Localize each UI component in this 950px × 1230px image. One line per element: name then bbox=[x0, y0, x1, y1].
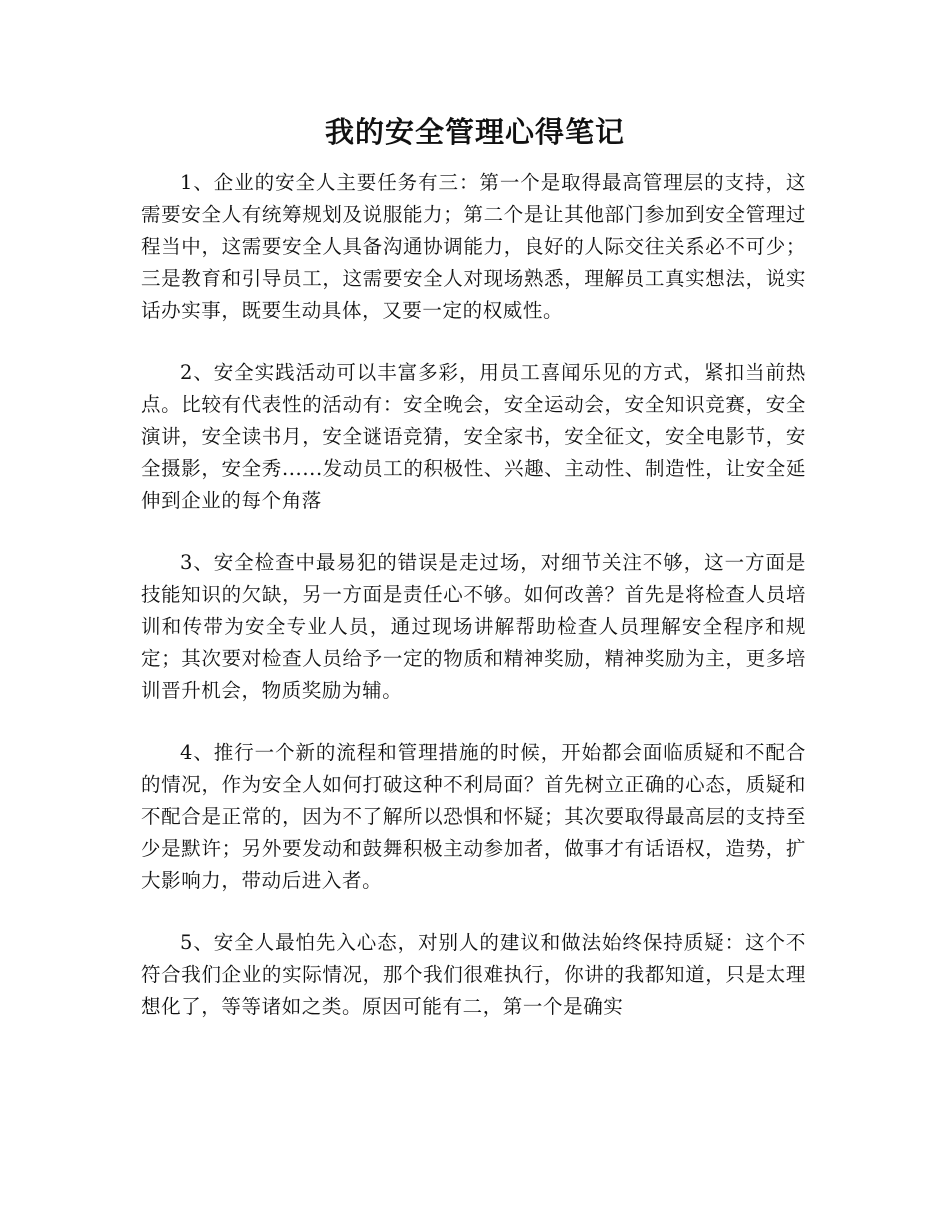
document-body bbox=[141, 167, 806, 1053]
paragraph-5: 5、安全人最怕先入心态，对别人的建议和做法始终保持质疑：这个不符合我们企业的实际情况，那个我们很难执行，你讲的我都知道，只是太理想化了，等等诸如之类。原因可能有二，第一个是确实 bbox=[141, 931, 806, 1018]
paragraph-4: 4、推行一个新的流程和管理措施的时候，开始都会面临质疑和不配合的情况，作为安全人如何打破这种不利局面？首先树立正确的心态，质疑和不配合是正常的，因为不了解所以恐惧和怀疑；其次要取得最高层的支持至少是默许；另外要发动和鼓舞积极主动参加者，做事才有话语权，造势，扩大影响力，带动后进入者。 bbox=[141, 741, 806, 892]
document-title: 我的安全管理心得笔记 bbox=[324, 115, 625, 149]
paragraph-1: 1、企业的安全人主要任务有三：第一个是取得最高管理层的支持，这需要安全人有统筹规划及说服能力；第二个是让其他部门参加到安全管理过程当中，这需要安全人具备沟通协调能力，良好的人际交往关系必不可少；三是教育和引导员工，这需要安全人对现场熟悉，理解员工真实想法，说实话办实事，既要生动具体，又要一定的权威性。 bbox=[141, 171, 806, 322]
paragraph-2: 2、安全实践活动可以丰富多彩，用员工喜闻乐见的方式，紧扣当前热点。比较有代表性的活动有：安全晚会，安全运动会，安全知识竞赛，安全演讲，安全读书月，安全谜语竞猜，安全家书，安全征文，安全电影节，安全摄影，安全秀......发动员工的积极性、兴趣、主动性、制造性，让安全延伸到企业的每个角落 bbox=[141, 361, 806, 512]
paragraph-3: 3、安全检查中最易犯的错误是走过场，对细节关注不够，这一方面是技能知识的欠缺，另一方面是责任心不够。如何改善？首先是将检查人员培训和传带为安全专业人员，通过现场讲解帮助检查人员理解安全程序和规定；其次要对检查人员给予一定的物质和精神奖励，精神奖励为主，更多培训晋升机会，物质奖励为辅。 bbox=[141, 551, 806, 702]
